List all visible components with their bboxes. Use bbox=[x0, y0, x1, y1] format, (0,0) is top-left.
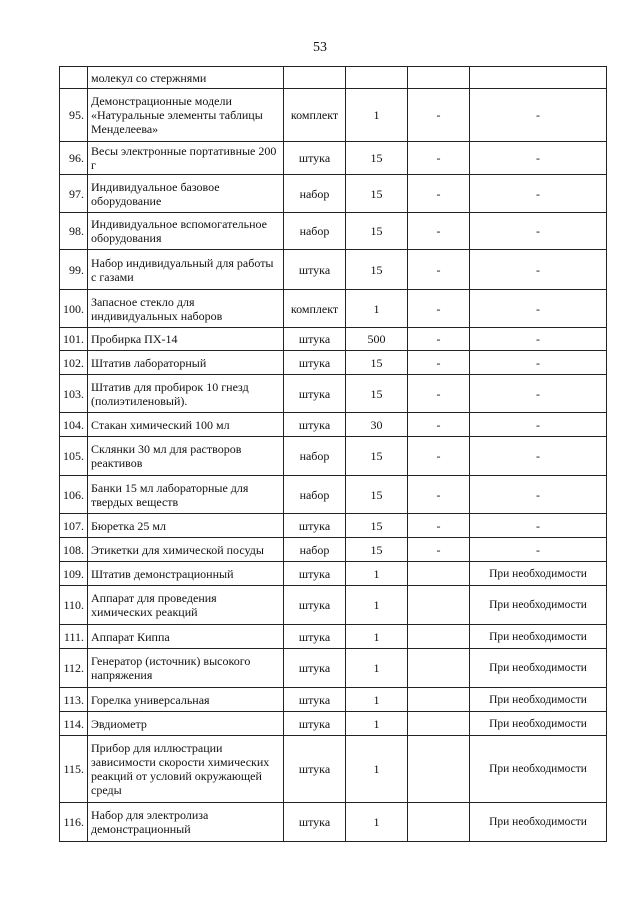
row-number: 114. bbox=[60, 712, 88, 736]
item-unit: штука bbox=[284, 688, 346, 712]
item-col-b: - bbox=[470, 351, 607, 375]
item-col-b: При необходимости bbox=[470, 712, 607, 736]
item-name: Демонстрационные модели «Натуральные элементы таблицы Менделеева» bbox=[88, 89, 284, 142]
item-quantity: 15 bbox=[346, 213, 408, 250]
table-row bbox=[60, 351, 607, 375]
table-row bbox=[60, 562, 607, 586]
row-number: 106. bbox=[60, 476, 88, 514]
item-col-b: - bbox=[470, 290, 607, 328]
item-col-a: - bbox=[408, 213, 470, 250]
item-col-a: - bbox=[408, 250, 470, 290]
table-row bbox=[60, 688, 607, 712]
item-unit: штука bbox=[284, 562, 346, 586]
item-unit: набор bbox=[284, 437, 346, 476]
item-name: Бюретка 25 мл bbox=[88, 514, 284, 538]
item-col-b: - bbox=[470, 328, 607, 351]
row-number: 115. bbox=[60, 736, 88, 803]
equipment-table bbox=[59, 66, 607, 842]
item-quantity: 1 bbox=[346, 586, 408, 625]
item-quantity: 15 bbox=[346, 175, 408, 213]
item-unit: набор bbox=[284, 175, 346, 213]
item-col-b: При необходимости bbox=[470, 736, 607, 803]
item-col-b: - bbox=[470, 250, 607, 290]
item-col-b: При необходимости bbox=[470, 586, 607, 625]
item-name: Набор индивидуальный для работы с газами bbox=[88, 250, 284, 290]
item-col-b: - bbox=[470, 89, 607, 142]
row-number: 109. bbox=[60, 562, 88, 586]
item-name: Штатив для пробирок 10 гнезд (полиэтиленовый). bbox=[88, 375, 284, 413]
table-row bbox=[60, 328, 607, 351]
item-name: Штатив лабораторный bbox=[88, 351, 284, 375]
item-name: Индивидуальное базовое оборудование bbox=[88, 175, 284, 213]
item-col-b: При необходимости bbox=[470, 688, 607, 712]
item-quantity: 15 bbox=[346, 437, 408, 476]
item-col-a: - bbox=[408, 514, 470, 538]
row-number: 99. bbox=[60, 250, 88, 290]
item-col-a bbox=[408, 736, 470, 803]
item-unit bbox=[284, 67, 346, 89]
row-number: 113. bbox=[60, 688, 88, 712]
item-col-a: - bbox=[408, 142, 470, 175]
item-col-a bbox=[408, 67, 470, 89]
item-col-b: При необходимости bbox=[470, 625, 607, 649]
row-number: 96. bbox=[60, 142, 88, 175]
item-col-b bbox=[470, 67, 607, 89]
item-col-b: - bbox=[470, 142, 607, 175]
row-number: 104. bbox=[60, 413, 88, 437]
item-name: Запасное стекло для индивидуальных наборов bbox=[88, 290, 284, 328]
item-unit: штука bbox=[284, 712, 346, 736]
table-row bbox=[60, 712, 607, 736]
item-quantity: 15 bbox=[346, 375, 408, 413]
table-row bbox=[60, 803, 607, 842]
row-number: 108. bbox=[60, 538, 88, 562]
item-quantity: 1 bbox=[346, 625, 408, 649]
item-quantity: 1 bbox=[346, 688, 408, 712]
item-quantity: 1 bbox=[346, 649, 408, 688]
item-name: Этикетки для химической посуды bbox=[88, 538, 284, 562]
item-col-a bbox=[408, 625, 470, 649]
row-number: 100. bbox=[60, 290, 88, 328]
item-unit: штука bbox=[284, 514, 346, 538]
table-row bbox=[60, 67, 607, 89]
item-col-b: - bbox=[470, 476, 607, 514]
table-row bbox=[60, 625, 607, 649]
row-number: 98. bbox=[60, 213, 88, 250]
item-name: Эвдиометр bbox=[88, 712, 284, 736]
item-col-a bbox=[408, 712, 470, 736]
item-name: Индивидуальное вспомогательное оборудования bbox=[88, 213, 284, 250]
item-col-a: - bbox=[408, 437, 470, 476]
table-row bbox=[60, 514, 607, 538]
item-quantity: 1 bbox=[346, 736, 408, 803]
item-quantity: 15 bbox=[346, 351, 408, 375]
item-unit: набор bbox=[284, 213, 346, 250]
item-unit: штука bbox=[284, 328, 346, 351]
item-unit: набор bbox=[284, 476, 346, 514]
item-col-a bbox=[408, 586, 470, 625]
row-number: 116. bbox=[60, 803, 88, 842]
item-unit: штука bbox=[284, 625, 346, 649]
item-unit: штука bbox=[284, 375, 346, 413]
item-unit: штука bbox=[284, 586, 346, 625]
item-quantity: 500 bbox=[346, 328, 408, 351]
item-unit: комплект bbox=[284, 89, 346, 142]
item-col-a bbox=[408, 803, 470, 842]
table-row bbox=[60, 290, 607, 328]
item-col-a: - bbox=[408, 351, 470, 375]
item-col-b: - bbox=[470, 437, 607, 476]
item-quantity: 1 bbox=[346, 712, 408, 736]
item-unit: штука bbox=[284, 803, 346, 842]
table-row bbox=[60, 538, 607, 562]
item-name: Набор для электролиза демонстрационный bbox=[88, 803, 284, 842]
item-col-b: - bbox=[470, 413, 607, 437]
table-row bbox=[60, 437, 607, 476]
item-unit: набор bbox=[284, 538, 346, 562]
item-name: Горелка универсальная bbox=[88, 688, 284, 712]
table-row bbox=[60, 413, 607, 437]
table-row bbox=[60, 586, 607, 625]
item-name: Банки 15 мл лабораторные для твердых веществ bbox=[88, 476, 284, 514]
row-number bbox=[60, 67, 88, 89]
item-col-b: - bbox=[470, 375, 607, 413]
item-quantity: 30 bbox=[346, 413, 408, 437]
table-row bbox=[60, 213, 607, 250]
item-name: Генератор (источник) высокого напряжения bbox=[88, 649, 284, 688]
item-quantity: 1 bbox=[346, 290, 408, 328]
table-row bbox=[60, 89, 607, 142]
item-name: Аппарат Киппа bbox=[88, 625, 284, 649]
row-number: 101. bbox=[60, 328, 88, 351]
item-name: Аппарат для проведения химических реакций bbox=[88, 586, 284, 625]
row-number: 97. bbox=[60, 175, 88, 213]
item-col-a bbox=[408, 649, 470, 688]
table-row bbox=[60, 736, 607, 803]
item-name: Штатив демонстрационный bbox=[88, 562, 284, 586]
item-quantity: 1 bbox=[346, 562, 408, 586]
item-unit: штука bbox=[284, 649, 346, 688]
row-number: 110. bbox=[60, 586, 88, 625]
item-unit: штука bbox=[284, 250, 346, 290]
item-quantity: 1 bbox=[346, 89, 408, 142]
item-quantity: 15 bbox=[346, 476, 408, 514]
item-col-a: - bbox=[408, 290, 470, 328]
item-col-b: - bbox=[470, 538, 607, 562]
item-name: Весы электронные портативные 200 г bbox=[88, 142, 284, 175]
item-name: Прибор для иллюстрации зависимости скорости химических реакций от условий окружающей среды bbox=[88, 736, 284, 803]
item-col-a: - bbox=[408, 538, 470, 562]
item-unit: штука bbox=[284, 736, 346, 803]
item-col-b: При необходимости bbox=[470, 803, 607, 842]
item-name: Пробирка ПХ-14 bbox=[88, 328, 284, 351]
row-number: 105. bbox=[60, 437, 88, 476]
table-row bbox=[60, 142, 607, 175]
item-col-a: - bbox=[408, 328, 470, 351]
item-quantity: 15 bbox=[346, 250, 408, 290]
table-row bbox=[60, 175, 607, 213]
item-unit: штука bbox=[284, 413, 346, 437]
page-number: 53 bbox=[313, 40, 327, 55]
item-col-a: - bbox=[408, 476, 470, 514]
table-row bbox=[60, 649, 607, 688]
table-row bbox=[60, 476, 607, 514]
item-quantity: 1 bbox=[346, 803, 408, 842]
item-col-a: - bbox=[408, 375, 470, 413]
item-quantity: 15 bbox=[346, 142, 408, 175]
table-row bbox=[60, 375, 607, 413]
item-col-a bbox=[408, 562, 470, 586]
row-number: 102. bbox=[60, 351, 88, 375]
item-col-a: - bbox=[408, 175, 470, 213]
row-number: 103. bbox=[60, 375, 88, 413]
item-col-b: При необходимости bbox=[470, 649, 607, 688]
item-quantity: 15 bbox=[346, 538, 408, 562]
item-col-b: - bbox=[470, 213, 607, 250]
row-number: 111. bbox=[60, 625, 88, 649]
item-name: молекул со стержнями bbox=[88, 67, 284, 89]
item-quantity bbox=[346, 67, 408, 89]
item-unit: штука bbox=[284, 142, 346, 175]
item-col-a: - bbox=[408, 413, 470, 437]
item-unit: штука bbox=[284, 351, 346, 375]
row-number: 112. bbox=[60, 649, 88, 688]
item-unit: комплект bbox=[284, 290, 346, 328]
item-col-a: - bbox=[408, 89, 470, 142]
item-col-b: - bbox=[470, 514, 607, 538]
item-name: Стакан химический 100 мл bbox=[88, 413, 284, 437]
table-row bbox=[60, 250, 607, 290]
item-name: Склянки 30 мл для растворов реактивов bbox=[88, 437, 284, 476]
row-number: 95. bbox=[60, 89, 88, 142]
row-number: 107. bbox=[60, 514, 88, 538]
item-col-b: При необходимости bbox=[470, 562, 607, 586]
item-col-a bbox=[408, 688, 470, 712]
item-quantity: 15 bbox=[346, 514, 408, 538]
item-col-b: - bbox=[470, 175, 607, 213]
